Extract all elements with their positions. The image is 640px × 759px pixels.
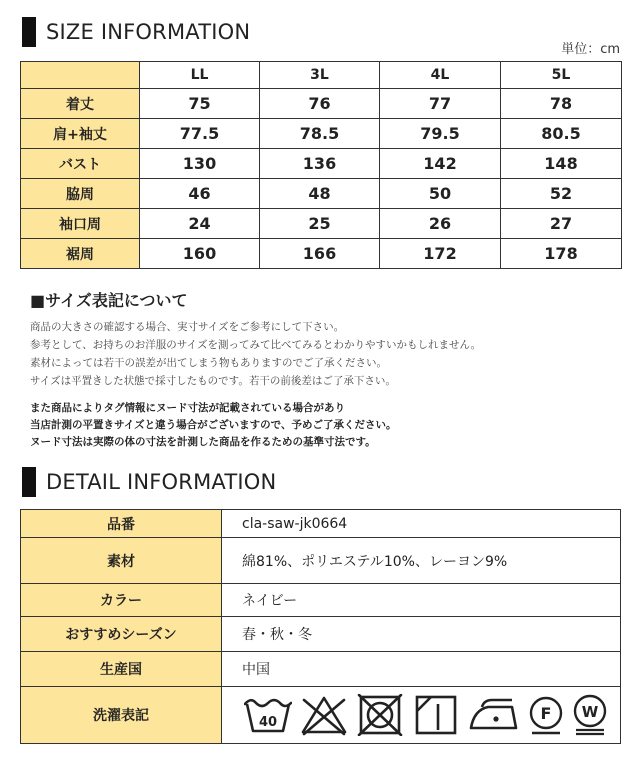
no-bleach-icon bbox=[300, 694, 348, 736]
care-symbols bbox=[244, 694, 620, 736]
table-cell: 27 bbox=[501, 209, 622, 239]
table-cell: 78.5 bbox=[260, 119, 380, 149]
row-label: 脇周 bbox=[21, 179, 140, 209]
table-row bbox=[21, 149, 622, 179]
detail-value-color: ネイビー bbox=[222, 584, 621, 617]
wash-40-icon bbox=[244, 694, 292, 736]
table-row bbox=[21, 687, 621, 744]
detail-label-origin: 生産国 bbox=[21, 652, 222, 687]
size-header-row bbox=[21, 62, 622, 89]
table-row bbox=[21, 119, 622, 149]
table-cell: 77 bbox=[380, 89, 501, 119]
detail-label-season: おすすめシーズン bbox=[21, 617, 222, 652]
iron-low-icon bbox=[468, 694, 520, 736]
row-label: 肩+袖丈 bbox=[21, 119, 140, 149]
table-row bbox=[21, 538, 621, 584]
note-line: 商品の大きさの確認する場合、実寸サイズをご参考にして下さい。 bbox=[30, 321, 345, 333]
table-cell: 178 bbox=[501, 239, 622, 269]
wash-temp-label: 40 bbox=[258, 715, 278, 730]
table-cell: 166 bbox=[260, 239, 380, 269]
care-symbols-cell bbox=[222, 687, 621, 744]
size-col-4l: 4L bbox=[380, 62, 501, 89]
table-cell: 160 bbox=[140, 239, 260, 269]
detail-value-origin: 中国 bbox=[222, 652, 621, 687]
dry-clean-f-icon bbox=[528, 694, 564, 736]
detail-label-color: カラー bbox=[21, 584, 222, 617]
note-bold-line: ヌード寸法は実際の体の寸法を計測した商品を作るための基準寸法です。 bbox=[30, 436, 376, 448]
size-notes bbox=[30, 318, 620, 390]
detail-value-material: 綿81%、ポリエステル10%、レーヨン9% bbox=[222, 538, 621, 584]
svg-text:F: F bbox=[540, 704, 552, 723]
table-cell: 78 bbox=[501, 89, 622, 119]
table-cell: 142 bbox=[380, 149, 501, 179]
table-cell: 80.5 bbox=[501, 119, 622, 149]
size-table bbox=[20, 61, 622, 269]
table-row bbox=[21, 652, 621, 687]
table-row bbox=[21, 510, 621, 538]
table-cell: 48 bbox=[260, 179, 380, 209]
table-cell: 172 bbox=[380, 239, 501, 269]
detail-section-title: DETAIL INFORMATION bbox=[46, 470, 277, 494]
size-section-title: SIZE INFORMATION bbox=[46, 20, 251, 44]
no-tumble-dry-icon bbox=[356, 694, 404, 736]
row-label: 袖口周 bbox=[21, 209, 140, 239]
detail-table bbox=[20, 509, 621, 744]
size-notes-title: ■サイズ表記について bbox=[30, 291, 188, 310]
table-cell: 75 bbox=[140, 89, 260, 119]
table-row bbox=[21, 89, 622, 119]
table-cell: 136 bbox=[260, 149, 380, 179]
table-cell: 79.5 bbox=[380, 119, 501, 149]
note-line: 参考として、お持ちのお洋服のサイズを測ってみて比べてみるとわかりやすいかもしれません。 bbox=[30, 339, 482, 351]
table-cell: 148 bbox=[501, 149, 622, 179]
size-header-corner bbox=[21, 62, 140, 89]
detail-section-header bbox=[22, 466, 276, 498]
size-section-header bbox=[22, 16, 250, 48]
note-bold-line: 当店計測の平置きサイズと違う場合がございますので、予めご了承ください。 bbox=[30, 419, 397, 431]
table-row bbox=[21, 617, 621, 652]
wet-clean-w-icon bbox=[572, 694, 608, 736]
row-label: 裾周 bbox=[21, 239, 140, 269]
table-row bbox=[21, 179, 622, 209]
note-line: 素材によっては若干の誤差が出てしまう物もありますのでご了承ください。 bbox=[30, 357, 387, 369]
section-bar bbox=[22, 467, 36, 497]
note-bold-line: また商品によりタグ情報にヌード寸法が記載されている場合があり bbox=[30, 402, 345, 414]
table-cell: 76 bbox=[260, 89, 380, 119]
svg-text:W: W bbox=[581, 703, 599, 721]
size-notes-emphasis bbox=[30, 400, 620, 451]
detail-value-product-no: cla-saw-jk0664 bbox=[222, 510, 621, 538]
table-cell: 50 bbox=[380, 179, 501, 209]
note-line: サイズは平置きした状態で採寸したものです。若干の前後差はご了承下さい。 bbox=[30, 375, 396, 387]
table-cell: 26 bbox=[380, 209, 501, 239]
detail-label-product-no: 品番 bbox=[21, 510, 222, 538]
table-row bbox=[21, 209, 622, 239]
size-col-ll: LL bbox=[140, 62, 260, 89]
unit-label: 単位：cm bbox=[561, 42, 620, 57]
section-bar bbox=[22, 17, 36, 47]
size-col-3l: 3L bbox=[260, 62, 380, 89]
table-cell: 77.5 bbox=[140, 119, 260, 149]
table-cell: 52 bbox=[501, 179, 622, 209]
table-cell: 130 bbox=[140, 149, 260, 179]
line-dry-shade-icon bbox=[412, 694, 460, 736]
table-cell: 46 bbox=[140, 179, 260, 209]
table-row bbox=[21, 584, 621, 617]
table-row bbox=[21, 239, 622, 269]
row-label: 着丈 bbox=[21, 89, 140, 119]
row-label: バスト bbox=[21, 149, 140, 179]
detail-label-care: 洗濯表記 bbox=[21, 687, 222, 744]
size-col-5l: 5L bbox=[501, 62, 622, 89]
detail-value-season: 春・秋・冬 bbox=[222, 617, 621, 652]
table-cell: 25 bbox=[260, 209, 380, 239]
detail-label-material: 素材 bbox=[21, 538, 222, 584]
table-cell: 24 bbox=[140, 209, 260, 239]
